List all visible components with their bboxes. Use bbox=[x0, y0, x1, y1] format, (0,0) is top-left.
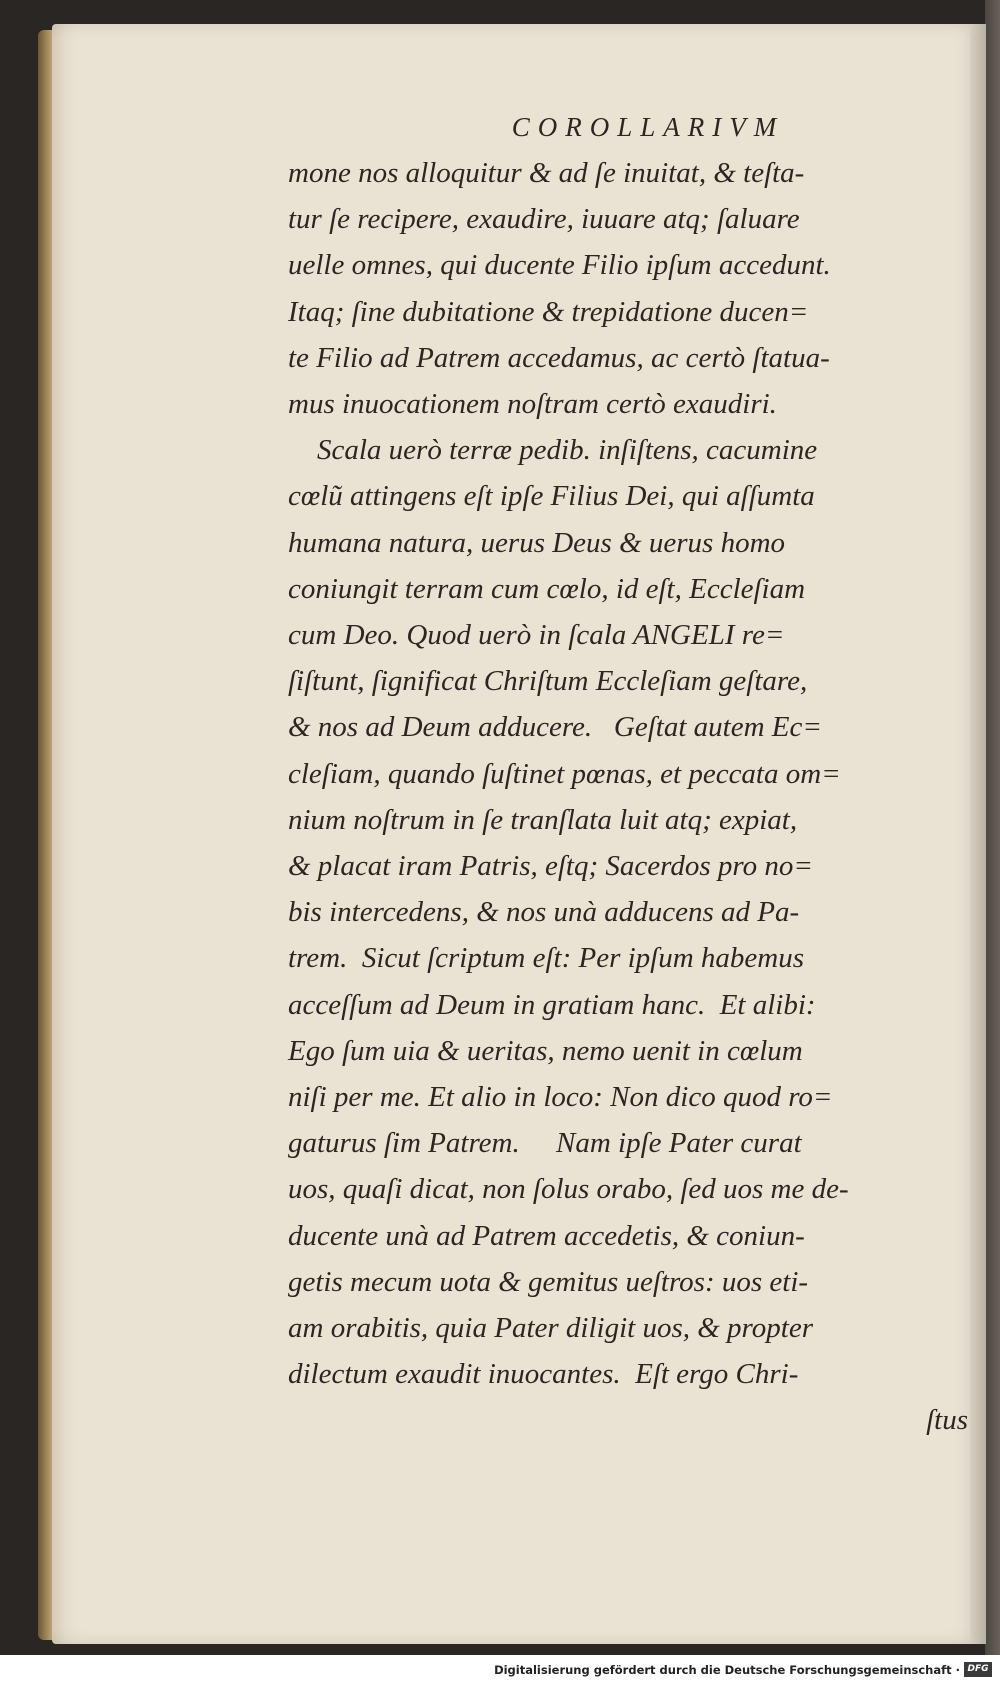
text-line: bis intercedens, & nos unà adducens ad Pa- bbox=[288, 896, 800, 929]
text-line: ducente unà ad Patrem accedetis, & coniun- bbox=[288, 1219, 805, 1252]
text-line: & placat iram Patris, eſtq; Sacerdos pro no= bbox=[288, 850, 813, 883]
text-line: trem. Sicut ſcriptum eſt: Per ipſum habemus bbox=[288, 942, 805, 975]
text-line: Scala uerò terræ pedib. inſiſtens, cacumine bbox=[288, 434, 818, 467]
text-line: mus inuocationem noſtram certò exaudiri. bbox=[288, 388, 777, 421]
text-line: Ego ſum uia & ueritas, nemo uenit in cœlum bbox=[288, 1034, 803, 1067]
dfg-logo-icon: DFG bbox=[964, 1662, 992, 1677]
text-line: coniungit terram cum cœlo, id eſt, Eccleſiam bbox=[288, 572, 806, 605]
text-line: acceſſum ad Deum in gratiam hanc. Et alibi: bbox=[288, 988, 816, 1021]
running-head: COROLLARIVM bbox=[511, 112, 785, 142]
text-line: ſiſtunt, ſignificat Chriſtum Eccleſiam geſtare, bbox=[288, 665, 808, 698]
text-line: Itaq; ſine dubitatione & trepidatione ducen= bbox=[288, 295, 809, 328]
digitization-credit: Digitalisierung gefördert durch die Deutsche Forschungsgemeinschaft · bbox=[494, 1663, 960, 1677]
text-line: & nos ad Deum adducere. Geſtat autem Ec= bbox=[288, 711, 822, 744]
text-line: cum Deo. Quod uerò in ſcala ANGELI re= bbox=[288, 619, 785, 652]
text-line: humana natura, uerus Deus & uerus homo bbox=[288, 526, 786, 559]
catchword: ſtus bbox=[926, 1404, 968, 1437]
text-line: te Filio ad Patrem accedamus, ac certò ſtatua- bbox=[288, 341, 830, 374]
text-line: cleſiam, quando ſuſtinet pœnas, et peccata om= bbox=[288, 757, 841, 790]
text-line: cœlũ attingens eſt ipſe Filius Dei, qui aſſumta bbox=[288, 480, 815, 513]
text-line: getis mecum uota & gemitus ueſtros: uos eti- bbox=[288, 1265, 809, 1298]
text-line: tur ſe recipere, exaudire, iuuare atq; ſaluare bbox=[288, 203, 800, 236]
text-line: dilectum exaudit inuocantes. Eſt ergo Chri- bbox=[288, 1358, 799, 1391]
text-line: nium noſtrum in ſe tranſlata luit atq; expiat, bbox=[288, 803, 798, 836]
text-line: niſi per me. Et alio in loco: Non dico quod ro= bbox=[288, 1081, 833, 1114]
page-text-block bbox=[288, 104, 968, 1444]
book-board-right bbox=[985, 0, 1000, 1655]
text-line: mone nos alloquitur & ad ſe inuitat, & teſta- bbox=[288, 157, 805, 189]
text-line: uelle omnes, qui ducente Filio ipſum accedunt. bbox=[288, 249, 831, 282]
text-line: gaturus ſim Patrem. Nam ipſe Pater curat bbox=[288, 1127, 802, 1160]
text-line: am orabitis, quia Pater diligit uos, & propter bbox=[288, 1312, 813, 1345]
page-fore-edge bbox=[970, 24, 986, 1644]
text-line: uos, quaſi dicat, non ſolus orabo, ſed uos me de- bbox=[288, 1173, 849, 1206]
